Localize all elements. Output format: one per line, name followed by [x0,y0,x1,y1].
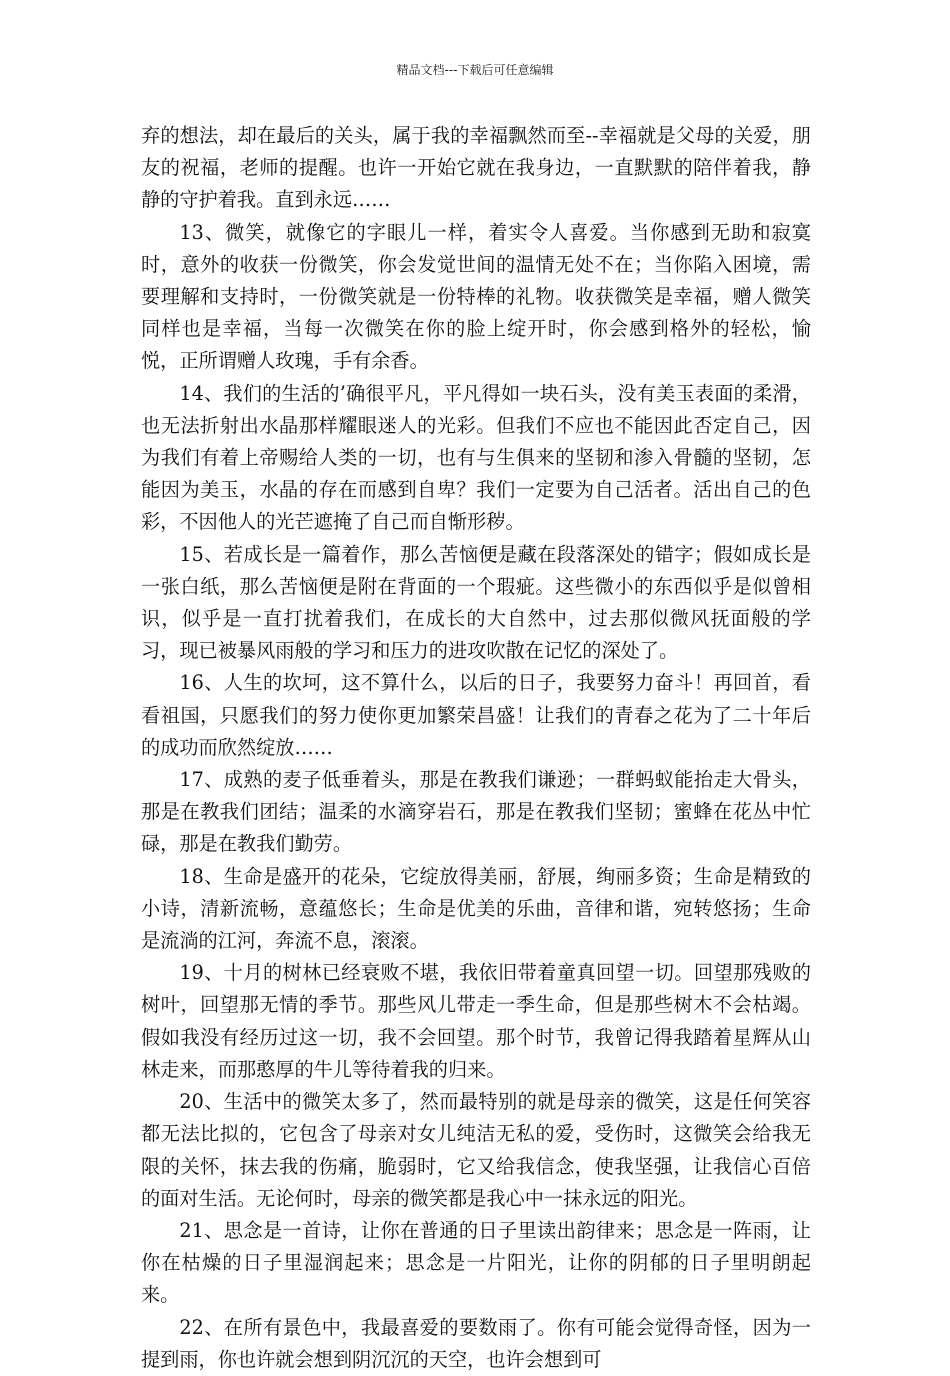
paragraph-18: 18、生命是盛开的花朵，它绽放得美丽，舒展，绚丽多资；生命是精致的小诗，清新流畅，意蕴悠长；生命是优美的乐曲，音律和谐，宛转悠扬；生命是流淌的江河，奔流不息，滚滚。 [141,864,811,953]
page-header: 精品文档---下载后可任意编辑 [396,63,554,77]
paragraph-15: 15、若成长是一篇着作，那么苦恼便是藏在段落深处的错字；假如成长是一张白纸，那么苦恼便是附在背面的一个瑕疵。这些微小的东西似乎是似曾相识，似乎是一直打扰着我们，在成长的大自然中，过去那似微风抚面般的学习，现已被暴风雨般的学习和压力的进攻吹散在记忆的深处了。 [141,542,811,663]
paragraph-17: 17、成熟的麦子低垂着头，那是在教我们谦逊；一群蚂蚁能抬走大骨头，那是在教我们团结；温柔的水滴穿岩石，那是在教我们坚韧；蜜蜂在花丛中忙碌，那是在教我们勤劳。 [141,768,811,856]
paragraph-continuation: 弃的想法，却在最后的关头，属于我的幸福飘然而至--幸福就是父母的关爱，朋友的祝福，老师的提醒。也许一开始它就在我身边，一直默默的陪伴着我，静静的守护着我。直到永远…… [141,124,811,212]
paragraph-20: 20、生活中的微笑太多了，然而最特别的就是母亲的微笑，这是任何笑容都无法比拟的，它包含了母亲对女儿纯洁无私的爱，受伤时，这微笑会给我无限的关怀，抹去我的伤痛，脆弱时，它又给我信念，使我坚强，让我信心百倍的面对生活。无论何时，母亲的微笑都是我心中一抹永远的阳光。 [141,1090,811,1210]
paragraph-19: 19、十月的树林已经衰败不堪，我依旧带着童真回望一切。回望那残败的树叶，回望那无情的季节。那些风儿带走一季生命，但是那些树木不会枯竭。假如我没有经历过这一切，我不会回望。那个时节，我曾记得我踏着星辉从山林走来，而那憨厚的牛儿等待着我的归来。 [141,961,811,1081]
paragraph-16: 16、人生的坎坷，这不算什么，以后的日子，我要努力奋斗！再回首，看看祖国，只愿我们的努力使你更加繁荣昌盛！让我们的青春之花为了二十年后的成功而欣然绽放…… [141,671,811,759]
document-body [141,120,811,1376]
paragraph-22: 22、在所有景色中，我最喜爱的要数雨了。你有可能会觉得奇怪，因为一提到雨，你也许就会想到阴沉沉的天空，也许会想到可 [141,1315,811,1371]
paragraph-21: 21、思念是一首诗，让你在普通的日子里读出韵律来；思念是一阵雨，让你在枯燥的日子里湿润起来；思念是一片阳光，让你的阴郁的日子里明朗起来。 [141,1218,811,1307]
paragraph-13: 13、微笑，就像它的字眼儿一样，着实令人喜爱。当你感到无助和寂寞时，意外的收获一份微笑，你会发觉世间的温情无处不在；当你陷入困境，需要理解和支持时，一份微笑就是一份特棒的礼物。收获微笑是幸福，赠人微笑同样也是幸福，当每一次微笑在你的脸上绽开时，你会感到格外的轻松，愉悦，正所谓赠人玫瑰，手有余香。 [141,220,811,373]
paragraph-14: 14、我们的生活的’确很平凡，平凡得如一块石头，没有美玉表面的柔滑，也无法折射出水晶那样耀眼迷人的光彩。但我们不应也不能因此否定自己，因为我们有着上帝赐给人类的一切，也有与生俱来的坚韧和渗入骨髓的坚韧，怎能因为美玉，水晶的存在而感到自卑？我们一定要为自己活者。活出自己的色彩，不因他人的光芒遮掩了自己而自惭形秽。 [141,381,811,534]
